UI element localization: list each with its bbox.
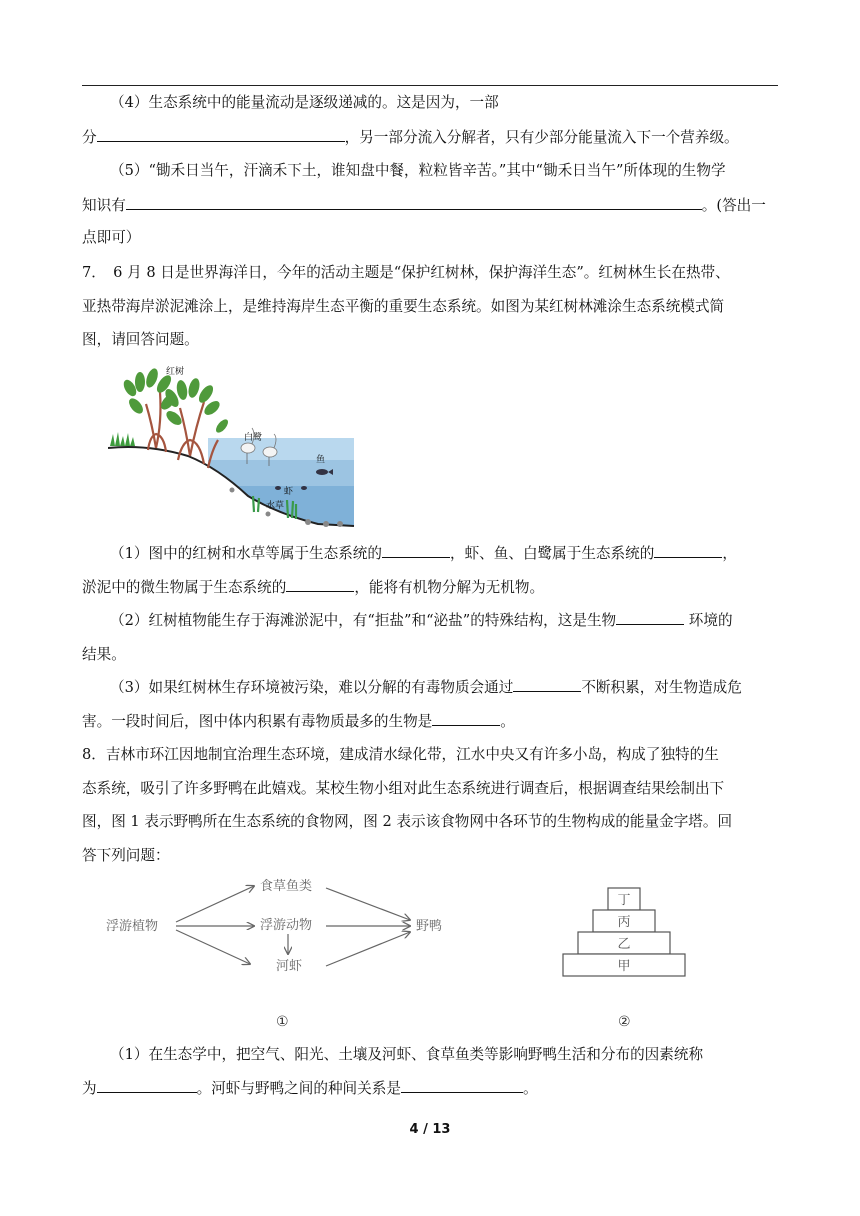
node-zooplankton: 浮游动物: [260, 918, 313, 933]
q6-part5-line1: （5）“锄禾日当午，汗滴禾下土，谁知盘中餐，粒粒皆辛苦。”其中“锄禾日当午”所体现的生物学: [110, 162, 726, 179]
answer-blank[interactable]: [432, 711, 500, 726]
mangrove-ecosystem-figure: [108, 364, 358, 530]
pyramid-label-yi: 乙: [617, 937, 631, 952]
label-egret: 白鹭: [244, 433, 263, 443]
q7-part3-line2: 害。一段时间后，图中体内积累有毒物质最多的生物是 。: [82, 713, 515, 730]
node-phytoplankton: 浮游植物: [106, 919, 159, 934]
answer-blank[interactable]: [382, 543, 450, 558]
pyramid-label-jia: 甲: [617, 959, 631, 974]
label-shrimp: 虾: [284, 487, 294, 497]
arrow-phyto-to-shrimp: [176, 930, 250, 964]
answer-blank[interactable]: [97, 127, 345, 142]
label-fish: 鱼: [316, 455, 326, 465]
q7-part2-line1: （2）红树植物能生存于海滩淤泥中，有“拒盐”和“泌盐”的特殊结构，这是生物 环境的: [110, 612, 733, 629]
answer-blank[interactable]: [97, 1078, 197, 1093]
figure1-caption: ①: [276, 1014, 289, 1030]
figure2-caption: ②: [618, 1014, 631, 1030]
answer-blank[interactable]: [286, 577, 354, 592]
q8-stem-line1: 8．吉林市环江因地制宜治理生态环境，建成清水绿化带，江水中央又有许多小岛，构成了独特的生: [82, 746, 719, 763]
food-web-diagram: [100, 872, 470, 1032]
q6-part4-line1: （4）生态系统中的能量流动是逐级递减的。这是因为，一部: [110, 94, 499, 111]
q8-part1-line2: 为 。河虾与野鸭之间的种间关系是 。: [82, 1080, 538, 1097]
q6-part5-line3: 点即可）: [82, 229, 141, 246]
answer-blank[interactable]: [401, 1078, 523, 1093]
answer-blank[interactable]: [654, 543, 722, 558]
node-river-shrimp: 河虾: [276, 959, 303, 974]
q7-part1-line1: （1）图中的红树和水草等属于生态系统的 ，虾、鱼、白鹭属于生态系统的 ，: [110, 545, 737, 562]
q8-stem-line3: 图，图 1 表示野鸭所在生态系统的食物网，图 2 表示该食物网中各环节的生物构成的能量金字塔。回: [82, 813, 733, 830]
q8-part1-line1: （1）在生态学中，把空气、阳光、土壤及河虾、食草鱼类等影响野鸭生活和分布的因素统称: [110, 1046, 704, 1063]
q8-stem-line2: 态系统，吸引了许多野鸭在此嬉戏。某校生物小组对此生态系统进行调查后，根据调查结果绘制出下: [82, 780, 725, 797]
label-mangrove: 红树: [166, 367, 185, 377]
label-seagrass: 水草: [266, 501, 285, 511]
arrow-shrimp-to-duck: [326, 932, 410, 966]
answer-blank[interactable]: [616, 610, 684, 625]
arrow-phyto-to-fish: [176, 886, 254, 922]
answer-blank[interactable]: [126, 195, 702, 210]
node-herbivorous-fish: 食草鱼类: [260, 879, 313, 894]
q7-part1-line2: 淤泥中的微生物属于生态系统的 ，能将有机物分解为无机物。: [82, 579, 545, 596]
energy-pyramid-diagram: [560, 884, 690, 1032]
q7-stem-line1: 7． 6 月 8 日是世界海洋日，今年的活动主题是“保护红树林，保护海洋生态”。红树林生长在热带、: [82, 264, 730, 281]
q6-part5-line2: 知识有 。(答出一: [82, 197, 766, 214]
q8-stem-line4: 答下列问题：: [82, 847, 170, 864]
q7-stem-line3: 图，请回答问题。: [82, 331, 199, 348]
q6-part4-line2: 分 ，另一部分流入分解者，只有少部分能量流入下一个营养级。: [82, 129, 739, 146]
q7-part2-line2: 结果。: [82, 646, 126, 663]
q7-stem-line2: 亚热带海岸淤泥滩涂上，是维持海岸生态平衡的重要生态系统。如图为某红树林滩涂生态系统模式简: [82, 298, 725, 315]
node-wild-duck: 野鸭: [416, 919, 443, 934]
header-rule: [82, 85, 778, 86]
arrow-fish-to-duck: [326, 888, 410, 920]
pyramid-label-ding: 丁: [617, 893, 631, 908]
q7-part3-line1: （3）如果红树林生存环境被污染，难以分解的有毒物质会通过 不断积累，对生物造成危: [110, 679, 742, 696]
answer-blank[interactable]: [513, 677, 581, 692]
pyramid-label-bing: 丙: [617, 915, 631, 930]
page-number: 4 / 13: [409, 1122, 451, 1137]
